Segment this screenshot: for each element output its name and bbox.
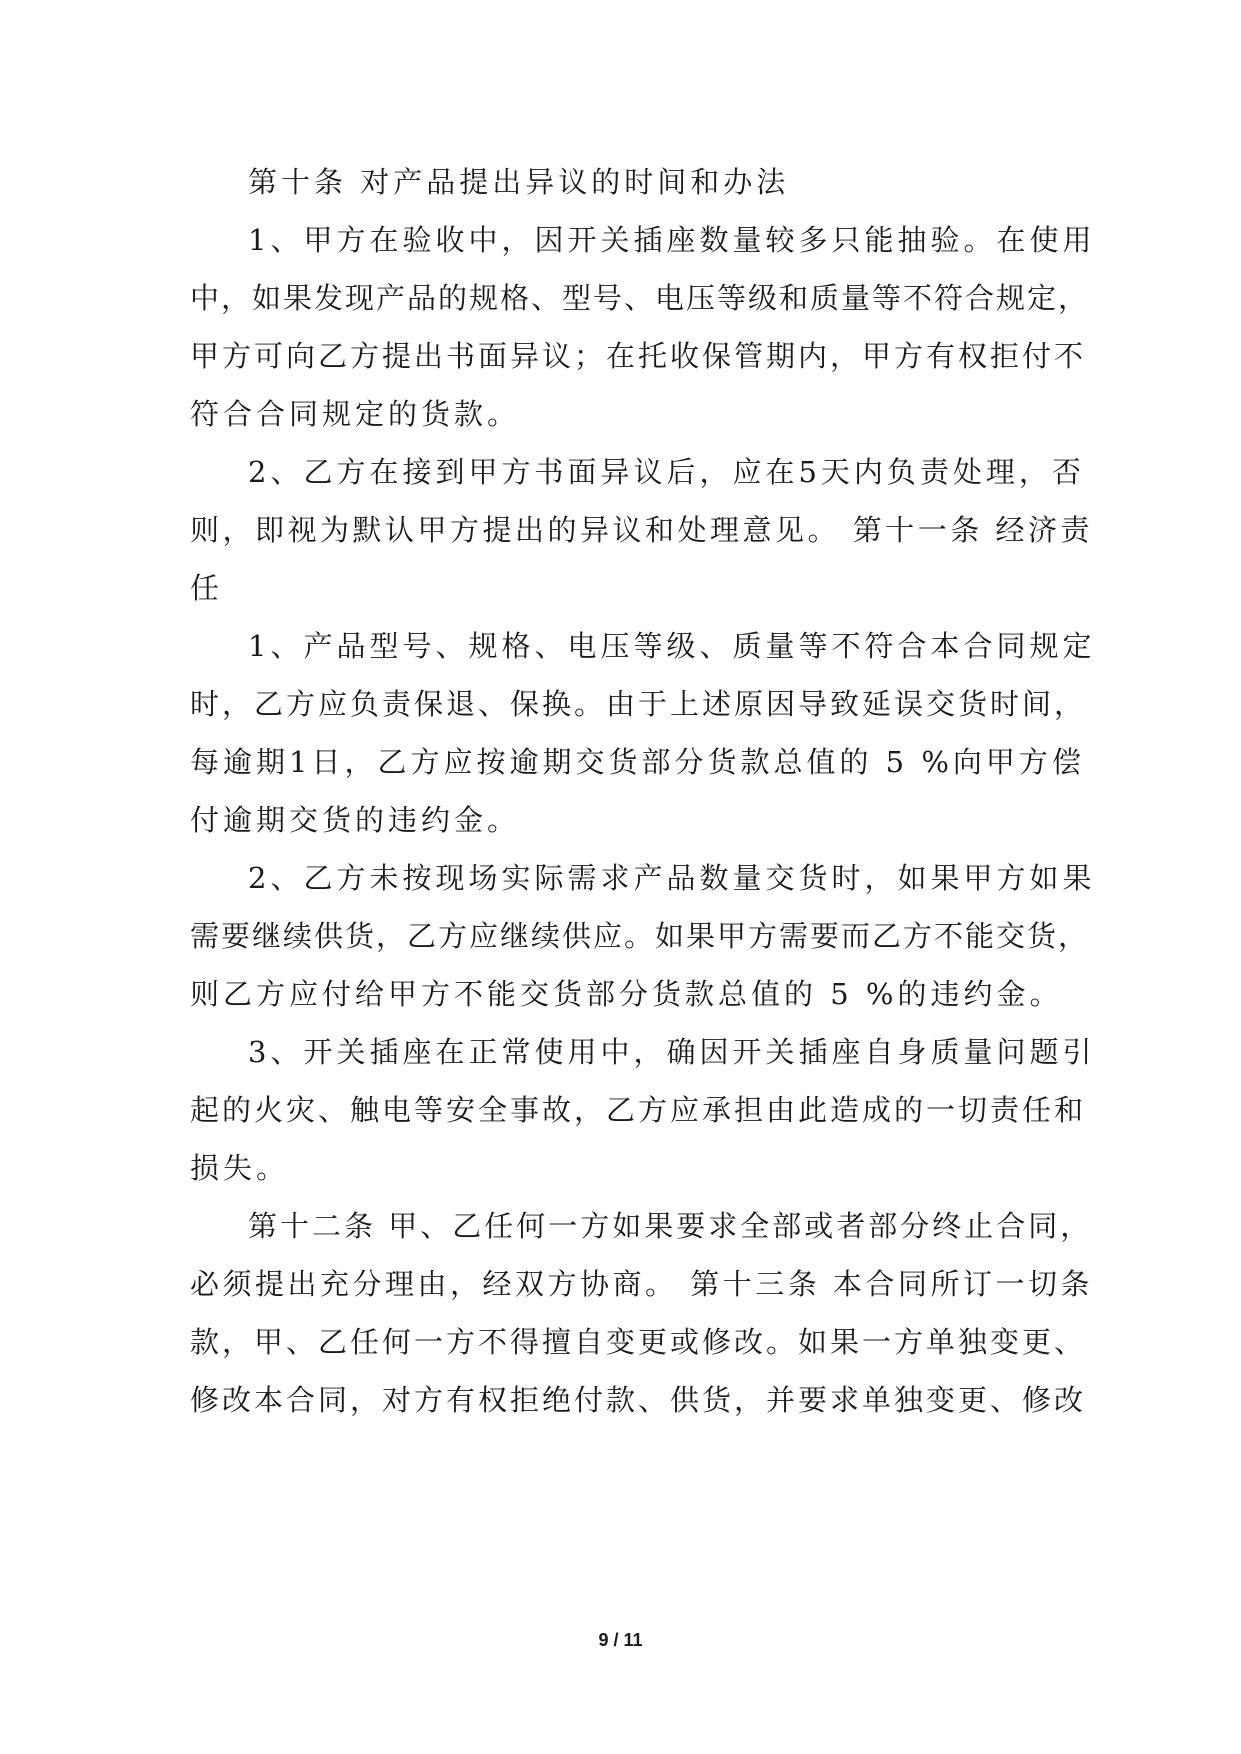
paragraph-line: 必须提出充分理由，经双方协商。 第十三条 本合同所订一切条 — [190, 1267, 1093, 1301]
paragraph-line: 则乙方应付给甲方不能交货部分货款总值的 5 %的违约金。 — [190, 977, 1063, 1011]
paragraph-line: 甲方可向乙方提出书面异议；在托收保管期内，甲方有权拒付不 — [190, 339, 1087, 373]
paragraph-line: 符合合同规定的货款。 — [190, 397, 521, 431]
paragraph-line: 需要继续供货，乙方应继续供应。如果甲方需要而乙方不能交货， — [190, 919, 1090, 953]
paragraph-line: 损失。 — [190, 1151, 290, 1185]
paragraph-line: 款，甲、乙任何一方不得擅自变更或修改。如果一方单独变更、 — [190, 1325, 1087, 1359]
paragraph-line: 1、产品型号、规格、电压等级、质量等不符合本合同规定 — [248, 629, 1096, 663]
paragraph-line: 中，如果发现产品的规格、型号、电压等级和质量等不符合规定， — [190, 281, 1090, 315]
paragraph-line: 3、开关插座在正常使用中，确因开关插座自身质量问题引 — [248, 1035, 1096, 1069]
paragraph-line: 第十二条 甲、乙任何一方如果要求全部或者部分终止合同， — [248, 1209, 1093, 1243]
section-heading-10: 第十条 对产品提出异议的时间和办法 — [248, 165, 790, 199]
paragraph-line: 修改本合同，对方有权拒绝付款、供货，并要求单独变更、修改 — [190, 1383, 1087, 1417]
paragraph-line: 任 — [190, 571, 224, 605]
paragraph-line: 2、乙方未按现场实际需求产品数量交货时，如果甲方如果 — [248, 861, 1096, 895]
paragraph-line: 2、乙方在接到甲方书面异议后，应在5天内负责处理，否 — [248, 455, 1085, 489]
page-number: 9 / 11 — [598, 1630, 643, 1650]
paragraph-line: 1、甲方在验收中，因开关插座数量较多只能抽验。在使用 — [248, 223, 1096, 257]
paragraph-line: 则，即视为默认甲方提出的异议和处理意见。 第十一条 经济责 — [190, 513, 1093, 547]
paragraph-line: 付逾期交货的违约金。 — [190, 803, 521, 837]
paragraph-line: 起的火灾、触电等安全事故，乙方应承担由此造成的一切责任和 — [190, 1093, 1087, 1127]
paragraph-line: 每逾期1日，乙方应按逾期交货部分货款总值的 5 %向甲方偿 — [190, 745, 1085, 779]
paragraph-line: 时，乙方应负责保退、保换。由于上述原因导致延误交货时间， — [190, 687, 1087, 721]
